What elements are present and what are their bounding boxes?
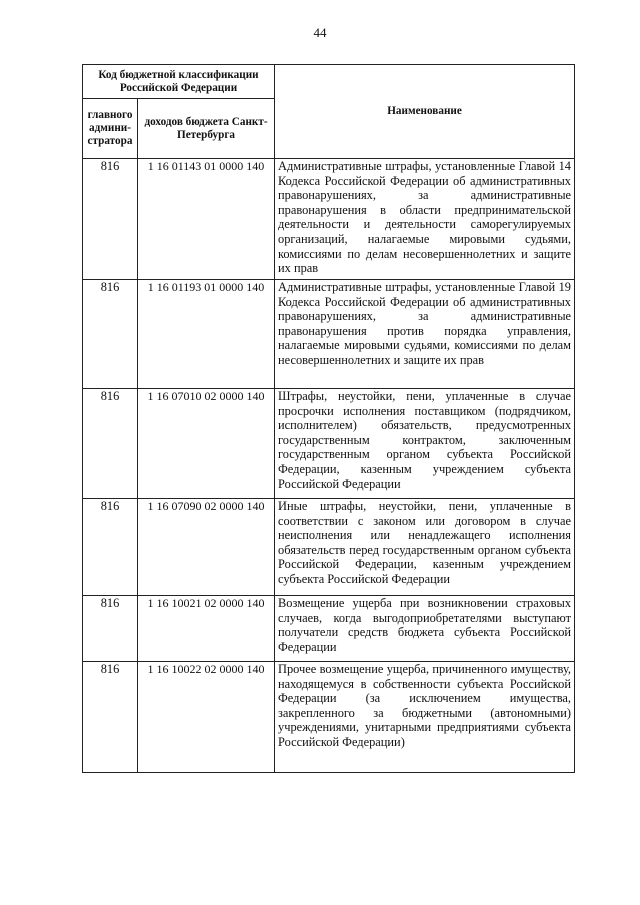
header-revenue-code: доходов бюджета Санкт-Петербурга bbox=[138, 99, 275, 159]
admin-code-cell: 816 bbox=[83, 159, 138, 280]
budget-classification-table bbox=[82, 64, 575, 773]
admin-code-cell: 816 bbox=[83, 499, 138, 596]
revenue-code-cell: 1 16 07090 02 0000 140 bbox=[138, 499, 275, 596]
header-name: Наименование bbox=[275, 65, 575, 159]
revenue-code-cell: 1 16 01143 01 0000 140 bbox=[138, 159, 275, 280]
admin-code-cell: 816 bbox=[83, 662, 138, 773]
name-cell: Иные штрафы, неустойки, пени, уплаченные в соответствии с законом или договором в случае неисполнения или ненадлежащего исполнения обязательств перед государственным органом субъекта Российской Федерации, казенным учреждением субъекта Российской Федерации bbox=[275, 499, 575, 596]
name-cell: Штрафы, неустойки, пени, уплаченные в случае просрочки исполнения поставщиком (подрядчиком, исполнителем) обязательств, предусмотренных государственным контрактом, заключенным государственным органом субъекта Российской Федерации, казенным учреждением субъекта Российской Федерации bbox=[275, 389, 575, 499]
table-row bbox=[83, 389, 575, 499]
admin-code-cell: 816 bbox=[83, 280, 138, 389]
table-row bbox=[83, 596, 575, 662]
revenue-code-cell: 1 16 10022 02 0000 140 bbox=[138, 662, 275, 773]
revenue-code-cell: 1 16 07010 02 0000 140 bbox=[138, 389, 275, 499]
name-cell: Административные штрафы, установленные Главой 14 Кодекса Российской Федерации об административных правонарушениях, за административные правонарушения в области предпринимательской деятельности и деятельности саморегулируемых организаций, налагаемые мировыми судьями, комиссиями по делам несовершеннолетних и защите их прав bbox=[275, 159, 575, 280]
table-row bbox=[83, 662, 575, 773]
table-row bbox=[83, 159, 575, 280]
revenue-code-cell: 1 16 10021 02 0000 140 bbox=[138, 596, 275, 662]
header-classification-code: Код бюджетной классификации Российской Федерации bbox=[83, 65, 275, 99]
admin-code-cell: 816 bbox=[83, 596, 138, 662]
admin-code-cell: 816 bbox=[83, 389, 138, 499]
page-number: 44 bbox=[313, 25, 327, 40]
name-cell: Возмещение ущерба при возникновении страховых случаев, когда выгодоприобретателями выступают получатели средств бюджета субъекта Российской Федерации bbox=[275, 596, 575, 662]
revenue-code-cell: 1 16 01193 01 0000 140 bbox=[138, 280, 275, 389]
table-row bbox=[83, 499, 575, 596]
name-cell: Административные штрафы, установленные Главой 19 Кодекса Российской Федерации об административных правонарушениях, за административные правонарушения против порядка управления, налагаемые мировыми судьями, комиссиями по делам несовершеннолетних и защите их прав bbox=[275, 280, 575, 389]
header-main-administrator: главного админи-стратора bbox=[83, 99, 138, 159]
table-row bbox=[83, 280, 575, 389]
name-cell: Прочее возмещение ущерба, причиненного имуществу, находящемуся в собственности субъекта Российской Федерации (за исключением имущества, закрепленного за бюджетными (автономными) учреждениями, унитарными предприятиями субъекта Российской Федерации) bbox=[275, 662, 575, 773]
